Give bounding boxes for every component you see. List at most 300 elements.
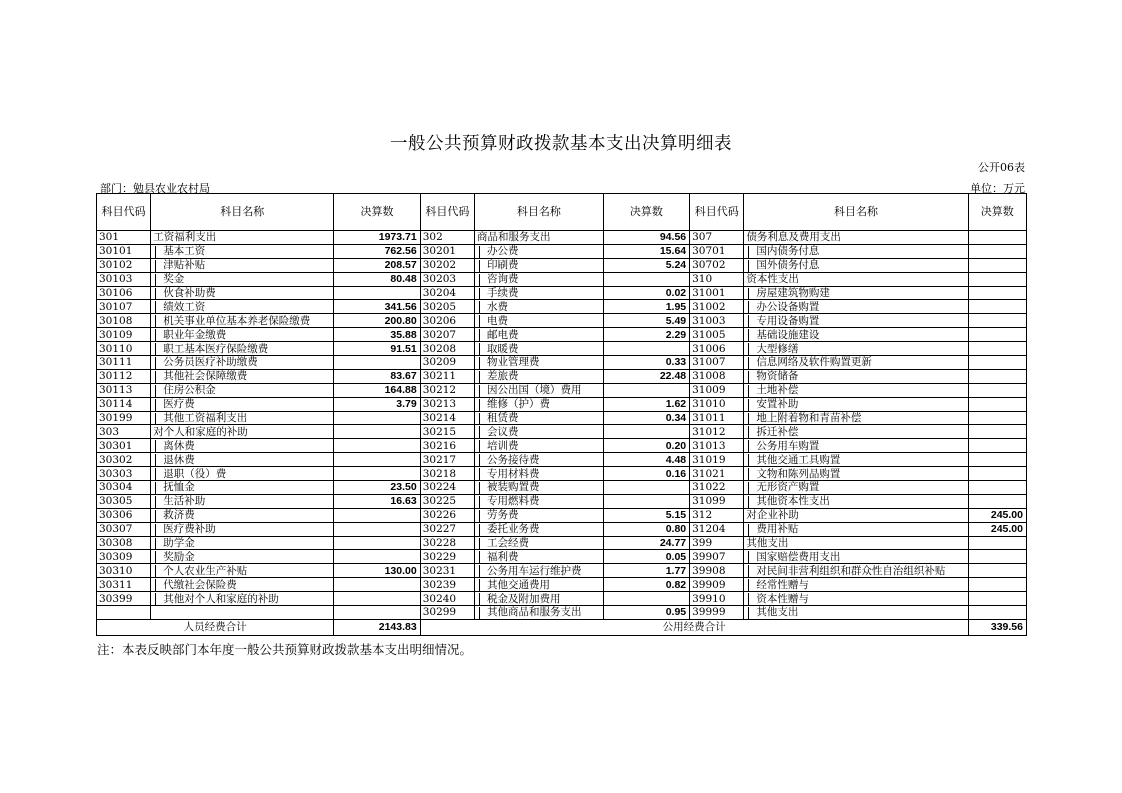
subject-code-cell: 30101 [97,244,151,258]
subject-name-cell: 其他工资福利支出 [151,411,334,425]
subject-code-cell: 30213 [420,397,474,411]
subject-name-cell: 租赁费 [474,411,603,425]
subject-code-cell: 30299 [420,606,474,620]
subject-name-cell: 津贴补贴 [151,258,334,272]
header-cell: 科目代码 [690,194,744,231]
subject-name-cell: 其他交通工具购置 [744,453,968,467]
personnel-total-value: 2143.83 [334,619,420,635]
table-row [97,578,1027,592]
amount-cell: 130.00 [334,564,420,578]
table-row [97,564,1027,578]
subject-name-cell: 土地补偿 [744,383,968,397]
amount-cell: 0.82 [603,578,689,592]
subject-code-cell [97,606,151,620]
table-header-row [97,194,1027,231]
amount-cell [334,411,420,425]
subject-name-cell: 专用设备购置 [744,314,968,328]
amount-cell [968,536,1026,550]
table-row [97,550,1027,564]
subject-name-cell: 其他支出 [744,606,968,620]
amount-cell [968,286,1026,300]
subject-name-cell: 水费 [474,300,603,314]
subject-code-cell: 30208 [420,342,474,356]
amount-cell [334,550,420,564]
amount-cell: 24.77 [603,536,689,550]
subject-code-cell: 31005 [690,328,744,342]
amount-cell [968,564,1026,578]
subject-code-cell: 31204 [690,522,744,536]
subject-name-cell: 无形资产购置 [744,481,968,495]
subject-code-cell: 31012 [690,425,744,439]
table-row [97,286,1027,300]
subject-name-cell: 退职（役）费 [151,467,334,481]
subject-name-cell: 个人农业生产补贴 [151,564,334,578]
subject-name-cell: 其他社会保障缴费 [151,369,334,383]
table-row [97,244,1027,258]
subject-code-cell: 30199 [97,411,151,425]
amount-cell [968,425,1026,439]
subject-code-cell: 31009 [690,383,744,397]
page-title: 一般公共预算财政拨款基本支出决算明细表 [390,134,732,154]
subject-code-cell: 30110 [97,342,151,356]
amount-cell [603,425,689,439]
expenditure-table [96,193,1027,636]
amount-cell: 2.29 [603,328,689,342]
subject-name-cell: 经常性赠与 [744,578,968,592]
amount-cell: 0.02 [603,286,689,300]
subject-code-cell: 30224 [420,481,474,495]
table-row [97,328,1027,342]
subject-name-cell: 伙食补助费 [151,286,334,300]
amount-cell [968,550,1026,564]
subject-code-cell: 39907 [690,550,744,564]
subject-name-cell: 资本性支出 [744,272,968,286]
subject-name-cell: 绩效工资 [151,300,334,314]
department-label: 部门：勉县农业农村局 [100,182,210,195]
subject-name-cell: 离休费 [151,439,334,453]
subject-name-cell: 地上附着物和青苗补偿 [744,411,968,425]
table-row [97,272,1027,286]
subject-code-cell: 30311 [97,578,151,592]
subject-code-cell: 30212 [420,383,474,397]
subject-code-cell: 30102 [97,258,151,272]
subject-name-cell: 拆迁补偿 [744,425,968,439]
subject-name-cell: 救济费 [151,508,334,522]
subject-name-cell: 大型修缮 [744,342,968,356]
amount-cell: 5.49 [603,314,689,328]
subject-name-cell: 税金及附加费用 [474,592,603,606]
subject-name-cell: 信息网络及软件购置更新 [744,356,968,370]
subject-code-cell: 30214 [420,411,474,425]
subject-name-cell: 奖金 [151,272,334,286]
subject-code-cell: 30702 [690,258,744,272]
subject-code-cell: 30211 [420,369,474,383]
amount-cell [968,244,1026,258]
amount-cell: 245.00 [968,522,1026,536]
amount-cell [603,272,689,286]
amount-cell [968,453,1026,467]
amount-cell: 35.88 [334,328,420,342]
amount-cell [334,522,420,536]
subject-name-cell: 维修（护）费 [474,397,603,411]
amount-cell: 200.80 [334,314,420,328]
subject-code-cell: 31002 [690,300,744,314]
subject-code-cell: 303 [97,425,151,439]
subject-code-cell: 30305 [97,494,151,508]
table-row [97,467,1027,481]
amount-cell: 15.64 [603,244,689,258]
amount-cell: 1.95 [603,300,689,314]
subject-name-cell: 对个人和家庭的补助 [151,425,334,439]
amount-cell: 341.56 [334,300,420,314]
subject-code-cell: 30203 [420,272,474,286]
amount-cell [334,592,420,606]
footnote: 注：本表反映部门本年度一般公共预算财政拨款基本支出明细情况。 [97,642,473,657]
subject-name-cell: 物业管理费 [474,356,603,370]
subject-name-cell: 助学金 [151,536,334,550]
unit-label: 单位：万元 [970,182,1025,195]
subject-name-cell: 退休费 [151,453,334,467]
subject-name-cell: 国家赔偿费用支出 [744,550,968,564]
subject-code-cell: 39999 [690,606,744,620]
table-row [97,494,1027,508]
subject-code-cell: 30114 [97,397,151,411]
amount-cell: 0.05 [603,550,689,564]
amount-cell [968,606,1026,620]
totals-row [97,619,1027,635]
subject-name-cell: 办公费 [474,244,603,258]
header-cell: 科目代码 [420,194,474,231]
subject-name-cell: 福利费 [474,550,603,564]
amount-cell: 94.56 [603,231,689,245]
subject-name-cell: 其他对个人和家庭的补助 [151,592,334,606]
table-row [97,411,1027,425]
subject-name-cell: 费用补贴 [744,522,968,536]
subject-name-cell: 其他资本性支出 [744,494,968,508]
amount-cell [968,592,1026,606]
table-row [97,425,1027,439]
table-row [97,606,1027,620]
amount-cell [968,314,1026,328]
subject-name-cell: 工资福利支出 [151,231,334,245]
subject-code-cell: 30306 [97,508,151,522]
subject-name-cell: 印刷费 [474,258,603,272]
subject-name-cell: 公务用车运行维护费 [474,564,603,578]
subject-name-cell: 培训费 [474,439,603,453]
amount-cell [968,356,1026,370]
amount-cell: 208.57 [334,258,420,272]
subject-code-cell: 302 [420,231,474,245]
header-cell: 决算数 [334,194,420,231]
table-row [97,342,1027,356]
subject-code-cell: 30201 [420,244,474,258]
amount-cell [334,536,420,550]
subject-name-cell: 办公设备购置 [744,300,968,314]
subject-code-cell: 30103 [97,272,151,286]
subject-name-cell: 电费 [474,314,603,328]
subject-code-cell: 30302 [97,453,151,467]
subject-name-cell: 资本性赠与 [744,592,968,606]
amount-cell: 0.20 [603,439,689,453]
amount-cell: 762.56 [334,244,420,258]
subject-name-cell: 抚恤金 [151,481,334,495]
subject-name-cell: 债务利息及费用支出 [744,231,968,245]
subject-code-cell: 31011 [690,411,744,425]
amount-cell: 80.48 [334,272,420,286]
amount-cell [334,453,420,467]
subject-code-cell: 30226 [420,508,474,522]
amount-cell: 0.95 [603,606,689,620]
amount-cell: 0.80 [603,522,689,536]
subject-code-cell: 30205 [420,300,474,314]
subject-code-cell: 30303 [97,467,151,481]
subject-code-cell: 31021 [690,467,744,481]
subject-code-cell: 399 [690,536,744,550]
subject-name-cell: 国内债务付息 [744,244,968,258]
table-row [97,439,1027,453]
subject-name-cell: 文物和陈列品购置 [744,467,968,481]
subject-name-cell: 咨询费 [474,272,603,286]
subject-code-cell: 30216 [420,439,474,453]
table-row [97,356,1027,370]
subject-name-cell: 安置补助 [744,397,968,411]
amount-cell: 91.51 [334,342,420,356]
subject-code-cell: 30301 [97,439,151,453]
header-cell: 科目名称 [744,194,968,231]
subject-code-cell: 30206 [420,314,474,328]
subject-name-cell: 对企业补助 [744,508,968,522]
subject-name-cell: 对民间非营利组织和群众性自治组织补贴 [744,564,968,578]
amount-cell [968,494,1026,508]
subject-name-cell: 房屋建筑物购建 [744,286,968,300]
table-row [97,300,1027,314]
subject-name-cell: 邮电费 [474,328,603,342]
form-number: 公开06表 [978,161,1025,174]
header-cell: 决算数 [603,194,689,231]
subject-code-cell: 31006 [690,342,744,356]
table-row [97,314,1027,328]
subject-code-cell: 31022 [690,481,744,495]
amount-cell [968,300,1026,314]
amount-cell: 5.15 [603,508,689,522]
amount-cell [603,592,689,606]
amount-cell [968,383,1026,397]
table-row [97,453,1027,467]
subject-name-cell: 专用材料费 [474,467,603,481]
subject-name-cell: 公务用车购置 [744,439,968,453]
subject-code-cell: 39909 [690,578,744,592]
table-row [97,258,1027,272]
amount-cell [968,467,1026,481]
table-row [97,481,1027,495]
subject-name-cell: 专用燃料费 [474,494,603,508]
public-total-value: 339.56 [968,619,1026,635]
subject-code-cell: 39908 [690,564,744,578]
subject-code-cell: 30218 [420,467,474,481]
subject-code-cell: 30399 [97,592,151,606]
table-row [97,231,1027,245]
subject-name-cell: 物资储备 [744,369,968,383]
subject-name-cell: 委托业务费 [474,522,603,536]
subject-code-cell: 312 [690,508,744,522]
subject-name-cell: 商品和服务支出 [474,231,603,245]
amount-cell [968,481,1026,495]
subject-code-cell: 30304 [97,481,151,495]
subject-code-cell: 30240 [420,592,474,606]
subject-code-cell: 30109 [97,328,151,342]
subject-code-cell: 30215 [420,425,474,439]
subject-code-cell: 30228 [420,536,474,550]
subject-code-cell: 310 [690,272,744,286]
subject-name-cell: 医疗费 [151,397,334,411]
subject-name-cell: 被装购置费 [474,481,603,495]
amount-cell: 1.77 [603,564,689,578]
subject-code-cell: 30701 [690,244,744,258]
subject-name-cell: 差旅费 [474,369,603,383]
subject-name-cell: 公务接待费 [474,453,603,467]
amount-cell: 245.00 [968,508,1026,522]
subject-name-cell: 奖励金 [151,550,334,564]
subject-code-cell: 39910 [690,592,744,606]
table-row [97,383,1027,397]
amount-cell: 164.88 [334,383,420,397]
amount-cell [334,508,420,522]
amount-cell: 0.16 [603,467,689,481]
amount-cell [334,439,420,453]
subject-name-cell: 其他商品和服务支出 [474,606,603,620]
subject-name-cell: 劳务费 [474,508,603,522]
amount-cell [968,272,1026,286]
header-cell: 科目名称 [151,194,334,231]
subject-name-cell: 机关事业单位基本养老保险缴费 [151,314,334,328]
amount-cell [334,425,420,439]
subject-code-cell: 30202 [420,258,474,272]
header-cell: 科目名称 [474,194,603,231]
amount-cell [968,342,1026,356]
table-row [97,536,1027,550]
table-row [97,369,1027,383]
amount-cell [968,231,1026,245]
subject-name-cell: 职工基本医疗保险缴费 [151,342,334,356]
amount-cell: 1.62 [603,397,689,411]
subject-code-cell: 31001 [690,286,744,300]
subject-name-cell: 基本工资 [151,244,334,258]
subject-code-cell: 30227 [420,522,474,536]
amount-cell: 22.48 [603,369,689,383]
subject-code-cell: 31008 [690,369,744,383]
subject-code-cell: 31003 [690,314,744,328]
subject-code-cell: 30113 [97,383,151,397]
amount-cell [334,467,420,481]
subject-code-cell: 30111 [97,356,151,370]
amount-cell [603,494,689,508]
amount-cell [334,286,420,300]
amount-cell: 5.24 [603,258,689,272]
subject-code-cell: 30310 [97,564,151,578]
subject-code-cell: 31010 [690,397,744,411]
subject-code-cell: 30231 [420,564,474,578]
subject-code-cell: 30204 [420,286,474,300]
subject-code-cell: 31019 [690,453,744,467]
subject-code-cell: 30309 [97,550,151,564]
subject-name-cell: 基础设施建设 [744,328,968,342]
subject-code-cell: 301 [97,231,151,245]
subject-code-cell: 31099 [690,494,744,508]
table-row [97,592,1027,606]
amount-cell [968,411,1026,425]
subject-name-cell: 其他支出 [744,536,968,550]
amount-cell [968,397,1026,411]
subject-name-cell: 工会经费 [474,536,603,550]
personnel-total-label: 人员经费合计 [97,619,334,635]
amount-cell: 23.50 [334,481,420,495]
subject-name-cell: 代缴社会保险费 [151,578,334,592]
subject-code-cell: 30209 [420,356,474,370]
table-row [97,397,1027,411]
amount-cell: 0.33 [603,356,689,370]
amount-cell [603,481,689,495]
amount-cell [334,606,420,620]
amount-cell [968,369,1026,383]
header-cell: 科目代码 [97,194,151,231]
subject-code-cell: 30108 [97,314,151,328]
subject-name-cell [151,606,334,620]
subject-code-cell: 30207 [420,328,474,342]
amount-cell: 83.67 [334,369,420,383]
amount-cell: 4.48 [603,453,689,467]
public-total-label: 公用经费合计 [420,619,968,635]
header-cell: 决算数 [968,194,1026,231]
subject-code-cell: 30229 [420,550,474,564]
subject-code-cell: 30307 [97,522,151,536]
subject-code-cell: 30308 [97,536,151,550]
subject-name-cell: 住房公积金 [151,383,334,397]
subject-code-cell: 30225 [420,494,474,508]
subject-name-cell: 职业年金缴费 [151,328,334,342]
subject-name-cell: 因公出国（境）费用 [474,383,603,397]
subject-name-cell: 会议费 [474,425,603,439]
subject-name-cell: 手续费 [474,286,603,300]
amount-cell [334,356,420,370]
amount-cell: 0.34 [603,411,689,425]
amount-cell [603,342,689,356]
subject-name-cell: 国外债务付息 [744,258,968,272]
amount-cell: 1973.71 [334,231,420,245]
amount-cell [968,328,1026,342]
subject-code-cell: 30106 [97,286,151,300]
table-row [97,522,1027,536]
subject-name-cell: 其他交通费用 [474,578,603,592]
table-row [97,508,1027,522]
amount-cell [968,439,1026,453]
amount-cell [334,578,420,592]
subject-name-cell: 生活补助 [151,494,334,508]
subject-code-cell: 31007 [690,356,744,370]
subject-code-cell: 30239 [420,578,474,592]
subject-code-cell: 30107 [97,300,151,314]
subject-code-cell: 30217 [420,453,474,467]
subject-code-cell: 307 [690,231,744,245]
amount-cell [968,258,1026,272]
amount-cell: 3.79 [334,397,420,411]
amount-cell [968,578,1026,592]
amount-cell: 16.63 [334,494,420,508]
amount-cell [603,383,689,397]
subject-code-cell: 30112 [97,369,151,383]
subject-name-cell: 医疗费补助 [151,522,334,536]
subject-name-cell: 公务员医疗补助缴费 [151,356,334,370]
subject-name-cell: 取暖费 [474,342,603,356]
